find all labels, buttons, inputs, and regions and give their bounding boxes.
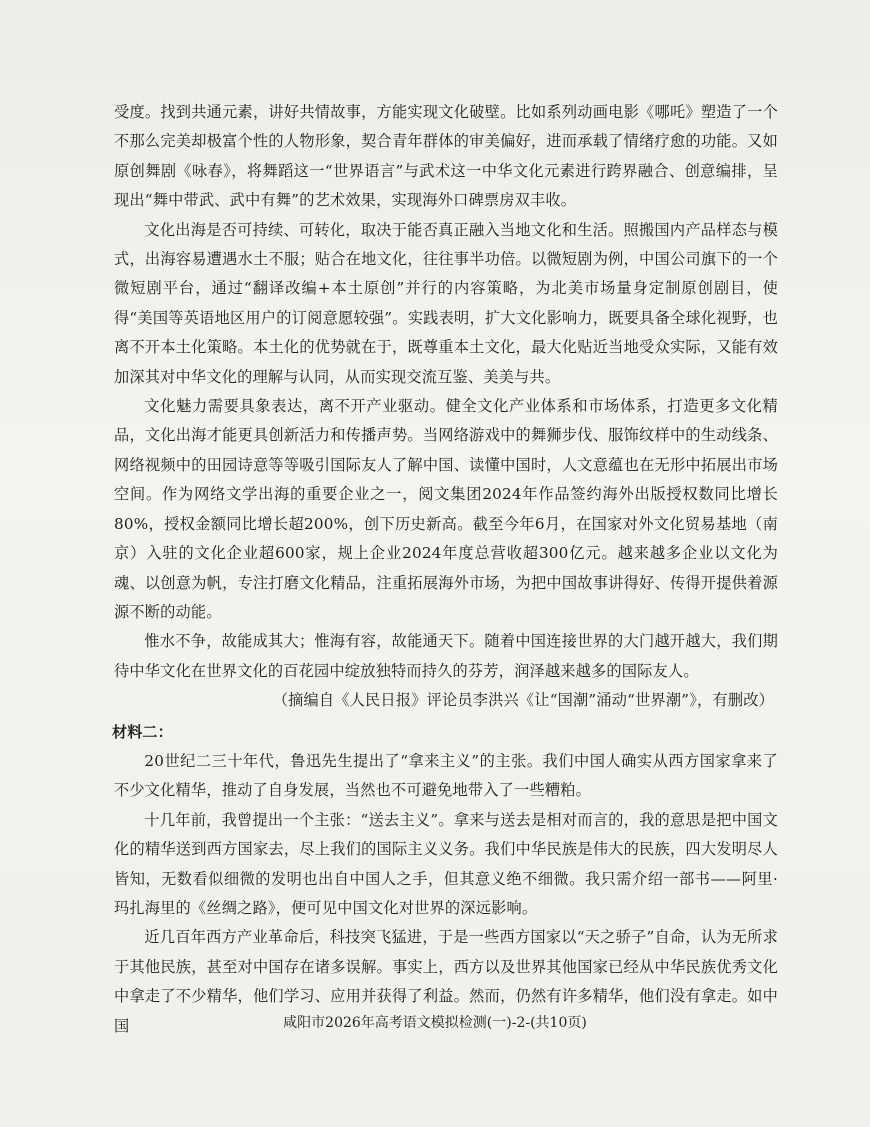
paragraph-5: 20世纪二三十年代，鲁迅先生提出了“拿来主义”的主张。我们中国人确实从西方国家拿来了不少文化精华，推动了自身发展，当然也不可避免地带入了一些糟粕。 [114, 751, 778, 800]
paragraph-4: 惟水不争，故能成其大；惟海有容，故能通天下。随着中国连接世界的大门越开越大，我们期待中华文化在世界文化的百花园中绽放独特而持久的芬芳，润泽越来越多的国际友人。 [114, 632, 778, 680]
paragraph-3: 文化魅力需要具象表达，离不开产业驱动。健全文化产业体系和市场体系，打造更多文化精品，文化出海才能更具创新活力和传播声势。当网络游戏中的舞狮步伐、服饰纹样中的生动线条、网络视频中的田园诗意等等吸引国际友人了解中国、读懂中国时，人文意蕴也在无形中拓展出市场空间。作为网络文学出海的重要企业之一，阅文集团2024年作品签约海外出版授权数同比增长80%，授权金额同比增长超200%，创下历史新高。截至今年6月，在国家对外文化贸易基地（南京）入驻的文化企业超600家，规上企业2024年度总营收超300亿元。越来越多企业以文化为魂、以创意为帆，专注打磨文化精品，注重拓展海外市场，为把中国故事讲得好、传得开提供着源源不断的动能。 [114, 397, 778, 621]
article-body [114, 98, 778, 1041]
paragraph-2: 文化出海是否可持续、可转化，取决于能否真正融入当地文化和生活。照搬国内产品样态与模式，出海容易遭遇水土不服；贴合在地文化，往往事半功倍。以微短剧为例，中国公司旗下的一个微短剧平台，通过“翻译改编+本土原创”并行的内容策略，为北美市场量身定制原创剧目，使得“美国等英语地区用户的订阅意愿较强”。实践表明，扩大文化影响力，既要具备全球化视野，也离不开本土化策略。本土化的优势就在于，既尊重本土文化，最大化贴近当地受众实际，又能有效加深其对中华文化的理解与认同，从而实现交流互鉴、美美与共。 [114, 220, 778, 386]
source-citation: （摘编自《人民日报》评论员李洪兴《让“国潮”涌动“世界潮”》，有删改） [272, 691, 774, 710]
paragraph-1: 受度。找到共通元素，讲好共情故事，方能实现文化破壁。比如系列动画电影《哪吒》塑造了一个不那么完美却极富个性的人物形象，契合青年群体的审美偏好，进而承载了情绪疗愈的功能。又如原创舞剧《咏春》，将舞蹈这一“世界语言”与武术这一中华文化元素进行跨界融合、创意编排，呈现出“舞中带武、武中有舞”的艺术效果，实现海外口碑票房双丰收。 [114, 103, 778, 210]
page-footer: 咸阳市2026年高考语文模拟检测(一)-2-(共10页) [283, 1015, 587, 1031]
paragraph-7: 近几百年西方产业革命后，科技突飞猛进，于是一些西方国家以“天之骄子”自命，认为无所求于其他民族，甚至对中国存在诸多误解。事实上，西方以及世界其他国家已经从中华民族优秀文化中拿走了不少精华，他们学习、应用并获得了利益。然而，仍然有许多精华，他们没有拿走。如中国 [114, 928, 778, 1035]
paragraph-6: 十几年前，我曾提出一个主张：“送去主义”。拿来与送去是相对而言的，我的意思是把中国文化的精华送到西方国家去，尽上我们的国际主义义务。我们中华民族是伟大的民族，四大发明尽人皆知，无数看似细微的发明也出自中国人之手，但其意义绝不细微。我只需介绍一部书——阿里·玛扎海里的《丝绸之路》，便可见中国文化对世界的深远影响。 [114, 810, 778, 917]
section-heading-material-2: 材料二： [112, 722, 173, 741]
